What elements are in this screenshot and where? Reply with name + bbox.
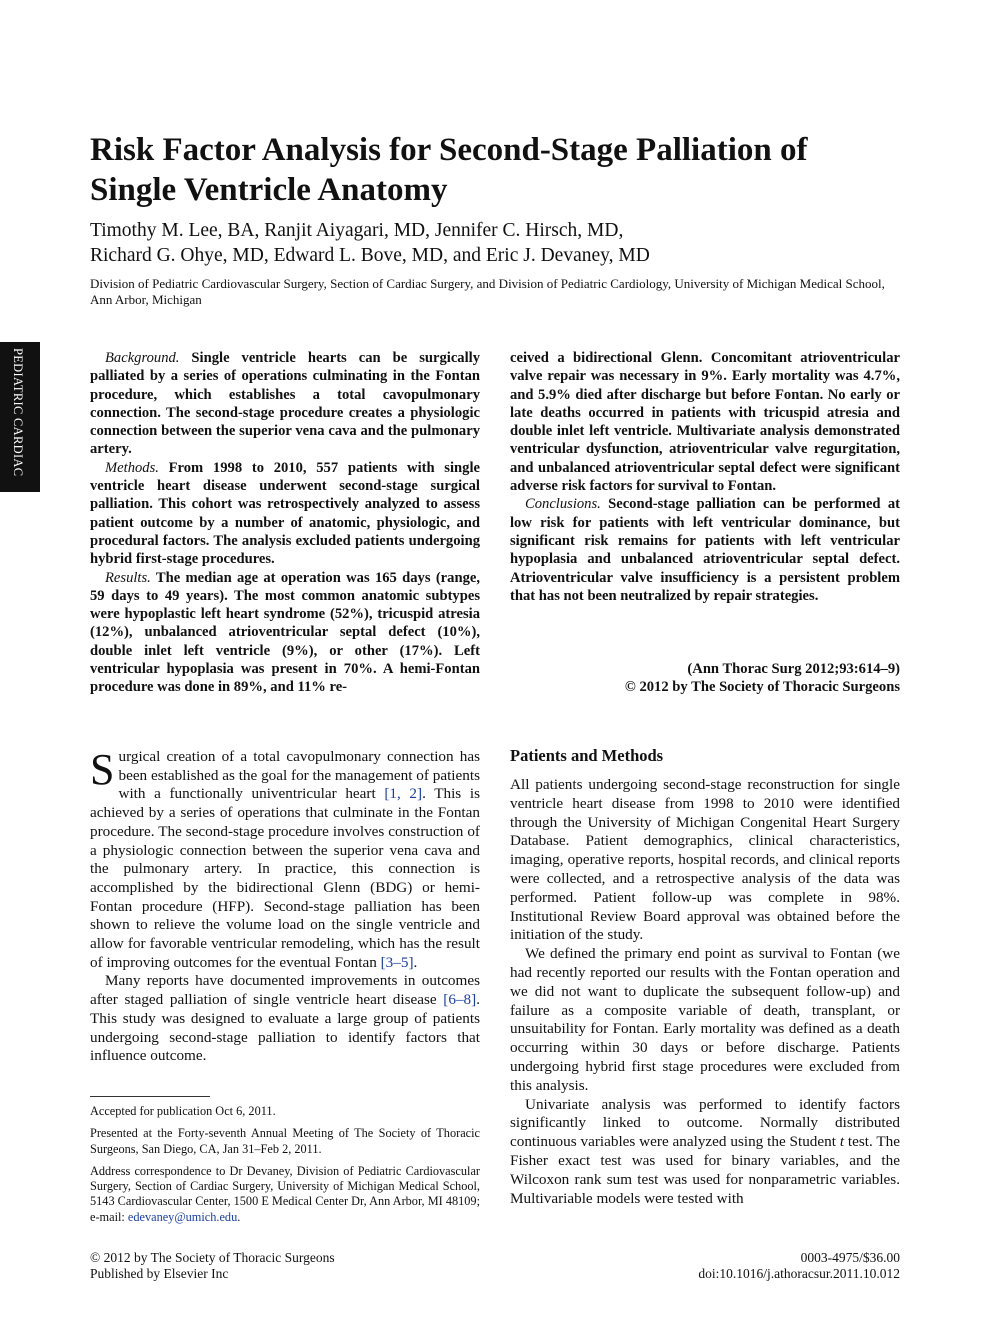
conclusions-label: Conclusions. [525,496,601,513]
methods-text: From 1998 to 2010, 557 patients with single ventricle heart disease underwent second-stage surgical palliation. This cohort was retrospectively analyzed to assess patient outcome by a number of anatomic, physiologic, and procedural factors. The analysis excluded patients undergoing hybrid first-stage procedures. [90,459,480,568]
footnote-divider [90,1096,210,1097]
reference-link-1-2[interactable]: [1, 2] [384,785,423,803]
intro-text-1b: . This is achieved by a series of operations that culminate in the Fontan procedure. The second-stage procedure involves construction of a physiologic connection between the superior vena cava and the pulmonary artery. In practice, this connection is accomplished by the bidirectional Glenn (BDG) or hemi-Fontan procedure (HFP). Second-stage palliation has been shown to relieve the volume load on the single ventricle and allow for favorable ventricular remodeling, which has the result of improving outcomes for the eventual Fontan [90,785,480,971]
accepted-note: Accepted for publication Oct 6, 2011. [90,1104,276,1118]
affiliation: Division of Pediatric Cardiovascular Surgery, Section of Cardiac Surgery, and Division of Pediatric Cardiology, University of Michigan Medical School, Ann Arbor, Michigan [90,276,885,307]
title-line-2: Single Ventricle Anatomy [90,172,448,208]
abstract-methods [90,459,480,569]
section-tab [0,342,40,492]
conclusions-text: Second-stage palliation can be performed at low risk for patients with left ventricular dominance, but significant risk remains for patients with left ventricular hypoplasia and unbalanced atrioventricular septal defect. Atrioventricular valve insufficiency is a persistent problem that has not been neutralized by repair strategies. [510,496,900,604]
section-tab-label: PEDIATRIC CARDIAC [11,348,25,477]
reference-link-6-8[interactable]: [6–8] [443,991,477,1009]
title-line-1: Risk Factor Analysis for Second-Stage Palliation of [90,132,808,168]
citation-copyright: © 2012 by The Society of Thoracic Surgeons [624,679,900,696]
methods-text-3b: test. The Fisher exact test was used for binary variables, and the Wilcoxon rank sum test was used for nonparametric variables. Multivariable models were tested with [510,1133,900,1207]
journal-citation [510,660,900,697]
abstract-results-continued: ceived a bidirectional Glenn. Concomitant atrioventricular valve repair was necessary in 9%. Early mortality was 4.7%, and 5.9% died after discharge but before Fontan. No early or late deaths occurred in patients with tricuspid atresia and double inlet left ventricle. Multivariate analysis demonstrated ventricular dysfunction, atrioventricular valve regurgitation, and unbalanced atrioventricular septal defect were significant adverse risk factors for survival to Fontan. [510,350,900,495]
authors-line-2: Richard G. Ohye, MD, Edward L. Bove, MD, and Eric J. Devaney, MD [90,245,650,266]
background-label: Background. [105,350,180,366]
footer-issn: 0003-4975/$36.00 [800,1250,900,1265]
footer-copyright: © 2012 by The Society of Thoracic Surgeons [90,1250,335,1265]
methods-text-3a: Univariate analysis was performed to identify factors significantly linked to outcome. Normally distributed continuous variables were analyzed using the Student [510,1095,900,1151]
section-heading: Patients and Methods [510,746,664,765]
email-link[interactable]: edevaney@umich.edu [127,1209,238,1224]
student-t-italic: t [839,1133,845,1151]
address-text: Address correspondence to Dr Devaney, Division of Pediatric Cardiovascular Surgery, Section of Cardiac Surgery, University of Michigan Medical School, 5143 Cardiovascular Center, 1500 E Medical Center Dr, Ann Arbor, MI 48109; e-mail: [90,1163,480,1224]
results-label: Results. [105,569,151,586]
reference-link-3-5[interactable]: [3–5] [380,953,414,971]
footnotes [90,1104,480,1232]
methods-body [510,776,900,1208]
drop-cap: S [90,745,115,794]
author-list [90,218,910,268]
intro-text-1c: . [413,953,418,971]
intro-paragraph-1 [90,745,480,972]
abstract-conclusions [510,495,900,605]
footer-publisher: Published by Elsevier Inc [90,1266,229,1281]
presented-note: Presented at the Forty-seventh Annual Meeting of The Society of Thoracic Surgeons, San Diego, CA, Jan 31–Feb 2, 2011. [90,1126,480,1156]
methods-label: Methods. [105,459,159,476]
abstract-background [90,349,480,459]
methods-paragraph-2: We defined the primary end point as survival to Fontan (we had recently reported our results with the Fontan operation and we did not want to duplicate the subsequent follow-up) and failure as a composite variable of death, transplant, or unsuitability for Fontan. Early mortality was defined as a death occurring within 30 days or before discharge. Patients undergoing hybrid first stage procedures were excluded from this analysis. [510,945,900,1094]
results-text: The median age at operation was 165 days (range, 59 days to 49 years). The most common anatomic subtypes were hypoplastic left heart syndrome (52%), tricuspid atresia (12%), unbalanced atrioventricular septal defect (10%), double inlet left ventricle (9%), or other (17%). Left ventricular hypoplasia was present in 70%. A hemi-Fontan procedure was done in 89%, and 11% re- [90,569,480,696]
abstract-left-column [90,349,480,697]
background-text: Single ventricle hearts can be surgically palliated by a series of operations culminating in the Fontan procedure, which establishes a total cavopulmonary connection. The second-stage procedure creates a physiologic connection between the superior vena cava and the pulmonary artery. [90,350,480,458]
intro-text-1a: urgical creation of a total cavopulmonary connection has been established as the goal for the management of patients with a functionally univentricular heart [118,748,480,803]
intro-text-2a: Many reports have documented improvements in outcomes after staged palliation of single ventricle heart disease [90,972,480,1009]
methods-paragraph-3 [510,1096,900,1209]
methods-paragraph-1: All patients undergoing second-stage reconstruction for single ventricle heart disease from 1998 to 2010 were identified through the University of Michigan Congenital Heart Surgery Database. Patient demographics, clinical characteristics, imaging, operative reports, hospital records, and clinical reports were collected, and a retrospective analysis of the data was performed. Patient follow-up was complete in 98%. Institutional Review Board approval was obtained before the initiation of the study. [510,776,900,944]
introduction [90,745,480,1066]
article-title [90,130,910,210]
address-end: . [237,1209,241,1224]
abstract-right-column [510,349,900,605]
citation-journal: (Ann Thorac Surg 2012;93:614–9) [687,661,900,677]
footer-left [90,1250,335,1282]
authors-line-1: Timothy M. Lee, BA, Ranjit Aiyagari, MD, Jennifer C. Hirsch, MD, [90,220,624,241]
footer-doi: doi:10.1016/j.athoracsur.2011.10.012 [698,1266,900,1281]
abstract-results [90,569,480,697]
footer-right [600,1250,900,1282]
address-note [90,1164,480,1225]
intro-paragraph-2 [90,972,480,1066]
intro-text-2b: . This study was designed to evaluate a large group of patients undergoing second-stage palliation to identify factors that influence outcome. [90,991,480,1065]
